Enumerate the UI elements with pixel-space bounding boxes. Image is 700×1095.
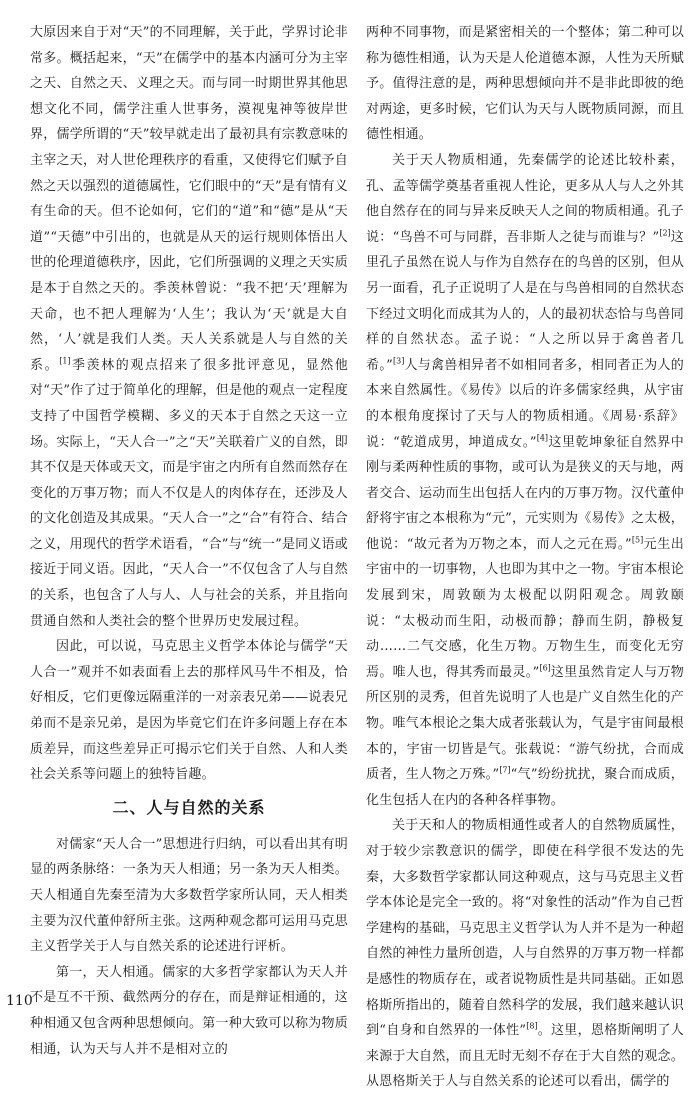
paragraph-text: “气”纷纷扰扰，聚合而成质，化生包括人在内的各种各样事物。 [366, 767, 684, 808]
citation-ref: [2] [659, 228, 671, 238]
paragraph: 第一，天人相通。儒家的大多哲学家都认为天人并不是互不干预、截然两分的存在，而是辩证相通的，这种相通又包含两种思想倾向。第一种大致可以称为物质相通，认为天与人并不是相对立的 [30, 964, 348, 1057]
citation-ref: [5] [631, 535, 644, 545]
citation-ref: [7] [499, 765, 511, 775]
page-number: 110 [6, 993, 33, 1009]
paragraph-text: 季羡林的观点招来了很多批评意见，显然他对“天”作了过于简单化的理解，但是他的观点一定程度支持了中国哲学模糊、多义的天本于自然之天这一立场。实际上，“天人合一”之“天”关联着广义的自然，即其不仅是天体或天文，而是宇宙之内所有自然而然存在变化的万事万物；而人不仅是人的肉体存在，还涉及人的文化创造及其成果。“天人合一”之“合”有符合、结合之义，用现代的哲学术语看，“合”与“统一”是同义语或接近于同义语。因此，“天人合一”不仅包含了人与自然的关系，也包含了人与人、人与社会的关系，并且指向贯通自然和人类社会的整个世界历史发展过程。 [30, 357, 348, 629]
paragraph: 对儒家“天人合一”思想进行归纳，可以看出其有明显的两条脉络：一条为天人相通；另一条为天人相类。天人相通自先秦至清为大多数哲学家所认同，天人相类主要为汉代董仲舒所主张。这两种观念都可运用马克思主义哲学关于人与自然关系的论述进行评析。 [30, 836, 348, 955]
paragraph-continuation: 两种不同事物，而是紧密相关的一个整体；第二种可以称为德性相通，认为天是人伦道德本源，人性为天所赋予。值得注意的是，两种思想倾向并不是非此即彼的绝对两途，更多时候，它们认为天与人既物质同源，而且德性相通。 [366, 25, 684, 143]
paragraph-text: 关于天人物质相通，先秦儒学的论述比较朴素，孔、孟等儒学奠基者重视人性论，更多从人与人之外其他自然存在的同与异来反映天人之间的物质相通。孔子说：“鸟兽不可与同群，吾非斯人之徒与而谁与？” [366, 152, 684, 245]
paragraph-text: 大原因来自于对“天”的不同理解，关于此，学界讨论非常多。概括起来，“天”在儒学中的基本内涵可分为主宰之天、自然之天、义理之天。而与同一时期世界其他思想文化不同，儒学注重人世事务，漠视鬼神等彼岸世界，儒学所谓的“天”较早就走出了最初具有宗教意味的主宰之天，对人世伦理秩序的看重，又使得它们赋予自然之天以强烈的道德属性，它们眼中的“天”是有情有义有生命的天。但不论如何，它们的“道”和“德”是从“天道”“天德”中引出的，也就是从天的运行规则体悟出人世的伦理道德秩序，因此，它们所强调的义理之天实质是本于自然之天的。季羡林曾说：“我不把‘天’理解为天命，也不把人理解为‘人生’；我认为‘天’就是大自然，‘人’就是我们人类。天人关系就是人与自然的关系。 [30, 25, 348, 373]
citation-ref: [1] [59, 356, 71, 366]
section-heading: 二、人与自然的关系 [112, 797, 266, 817]
paragraph-text: 这里乾坤象征自然界中刚与柔两种性质的事物，或可认为是狭义的天与地，两者交合、运动而生出包括人在内的万事万物。汉代董仲舒将宇宙之本根称为“元”，元实则为《易传》之太极，他说：“故元者为万物之本，而人之元在焉。” [366, 434, 684, 552]
paragraph-text: 这里孔子虽然在说人与作为自然存在的鸟兽的区别，但从另一面看，孔子正说明了人是在与鸟兽相同的自然状态下经过文明化而成其为人的，人的最初状态恰与鸟兽同样的自然状态。孟子说：“人之所以异于禽兽者几希。” [366, 229, 684, 373]
paragraph-text: 元生出宇宙中的一切事物，人也即为其中之一物。宇宙本根论发展到宋，周敦颐为太极配以阴阳观念。周敦颐说：“太极动而生阳，动极而静；静而生阴，静极复动……二气交感，化生万物。万物生生，而变化无穷焉。唯人也，得其秀而最灵。” [366, 536, 684, 680]
right-column [366, 20, 684, 1095]
paragraph-continuation [30, 20, 348, 634]
paragraph [366, 813, 684, 1095]
paragraph: 因此，可以说，马克思主义哲学本体论与儒学“天人合一”观并不如表面看上去的那样风马牛不相及，恰好相反，它们更像远隔重洋的一对亲表兄弟——说表兄弟而不是亲兄弟，是因为毕竟它们在许多问题上存在本质差异，而这些差异正可揭示它们关于自然、人和人类社会关系等问题上的独特旨趣。 [30, 639, 348, 783]
citation-ref: [8] [526, 1021, 538, 1031]
citation-ref: [6] [539, 663, 551, 673]
citation-ref: [4] [536, 433, 549, 443]
paragraph-text: 人与禽兽相异者不如相同者多，相同者正为人的本来自然属性。《易传》以后的许多儒家经典，从宇宙的本根角度探讨了天与人的物质相通。《周易·系辞》说：“乾道成男，坤道成女。” [366, 357, 684, 450]
left-column [30, 20, 348, 1062]
paragraph-text: 这里虽然肯定人与万物所区别的灵秀，但首先说明了人也是广义自然生化的产物。唯气本根论之集大成者张载认为，气是宇宙间最根本的，宇宙一切皆是气。张载说：“游气纷扰，合而成质者，生人物之万殊。” [366, 664, 684, 783]
paragraph [366, 148, 684, 813]
paragraph-text: 关于天和人的物质相通性或者人的自然物质属性，对于较少宗教意识的儒学，即使在科学很不发达的先秦，大多数哲学家都认同这种观点，这与马克思主义哲学本体论是完全一致的。将“对象性的活动”作为自己哲学建构的基础，马克思主义哲学认为人并不是为一种超自然的神性力量所创造，人与自然界的万事万物一样都是感性的物质存在，或者说物质性是共同基础。正如恩格斯所指出的，随着自然科学的发展，我们越来越认识到“自身和自然界的一体性” [366, 818, 684, 1039]
citation-ref: [3] [392, 356, 405, 366]
paragraph-text: 。这里，恩格斯阐明了人来源于大自然，而且无时无刻不存在于大自然的观念。从恩格斯关于人与自然关系的论述可以看出，儒学的 [366, 1023, 684, 1090]
